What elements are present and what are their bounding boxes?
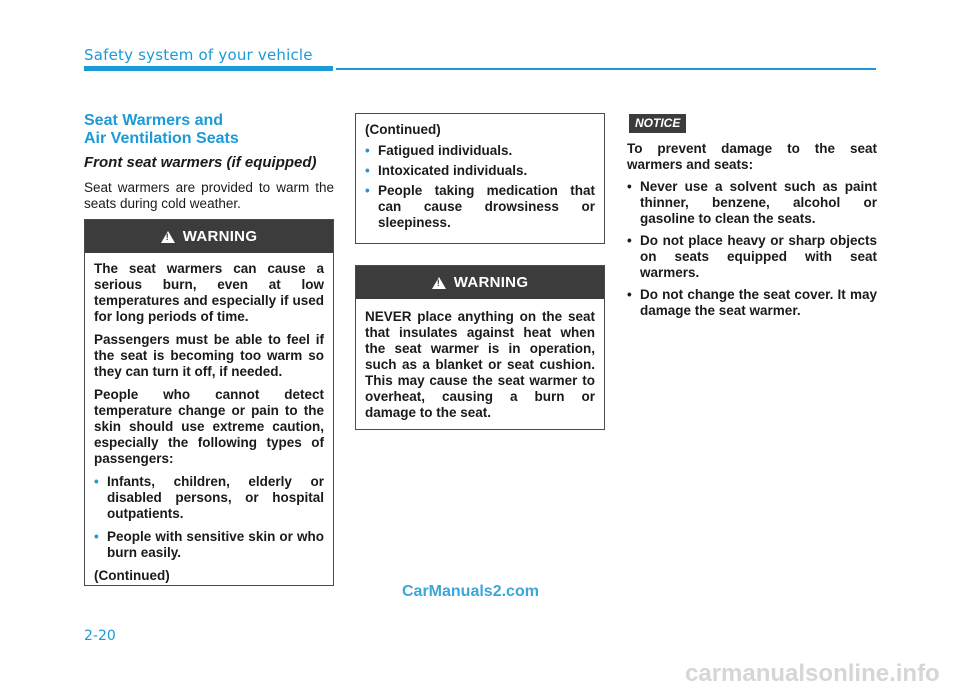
continued-box <box>355 113 605 244</box>
watermark-link[interactable]: CarManuals2.com <box>402 583 539 600</box>
watermark-footer: carmanualsonline.info <box>685 660 940 687</box>
list-item: • People taking medication that can cause drowsiness or sleepiness. <box>365 183 595 231</box>
list-item: • People with sensitive skin or who burn easily. <box>94 529 324 561</box>
warning-paragraph: The seat warmers can cause a serious burn, even at low temperatures and especially if used for long periods of time. <box>94 261 324 324</box>
page-number: 2-20 <box>84 628 116 644</box>
warning-box-seat-warmers <box>84 219 334 586</box>
section-title-line2: Air Ventilation Seats <box>84 130 239 147</box>
notice-content <box>627 141 877 325</box>
section-title <box>84 112 334 148</box>
notice-badge: NOTICE <box>629 114 686 133</box>
warning-triangle-icon <box>432 277 446 289</box>
list-item: • Infants, children, elderly or disabled persons, or hospital outpatients. <box>94 474 324 522</box>
warning-list <box>94 474 324 561</box>
list-item: • Do not place heavy or sharp objects on seats equipped with seat warmers. <box>627 233 877 281</box>
list-item: • Never use a solvent such as paint thinner, benzene, alcohol or gasoline to clean the seats. <box>627 179 877 227</box>
left-column <box>84 112 334 212</box>
continued-heading: (Continued) <box>365 122 441 137</box>
continued-list <box>365 143 595 231</box>
continued-label: (Continued) <box>94 568 170 583</box>
warning-box-insulation <box>355 265 605 430</box>
warning-paragraph: Passengers must be able to feel if the seat is becoming too warm so they can turn it off, if needed. <box>94 332 324 379</box>
header-bar <box>84 66 333 71</box>
header-rule <box>336 68 876 70</box>
warning-label: WARNING <box>453 274 529 291</box>
warning-triangle-icon <box>161 231 175 243</box>
notice-intro: To prevent damage to the seat warmers and seats: <box>627 141 877 172</box>
list-item: • Do not change the seat cover. It may damage the seat warmer. <box>627 287 877 319</box>
header-title: Safety system of your vehicle <box>84 46 313 64</box>
warning-paragraph: People who cannot detect temperature change or pain to the skin should use extreme caution, especially the following types of passengers: <box>94 387 324 466</box>
warning-paragraph: NEVER place anything on the seat that insulates against heat when the seat warmer is in operation, such as a blanket or seat cushion. This may cause the seat warmer to overheat, causing a burn or damage to the seat. <box>365 309 595 420</box>
list-item: • Intoxicated individuals. <box>365 163 595 179</box>
warning-body <box>85 253 333 599</box>
section-intro: Seat warmers are provided to warm the seats during cold weather. <box>84 180 334 211</box>
warning-header <box>85 220 333 253</box>
continued-body <box>356 114 604 246</box>
notice-list <box>627 179 877 319</box>
warning-label: WARNING <box>182 228 258 245</box>
warning-body <box>356 299 604 436</box>
section-subtitle: Front seat warmers (if equipped) <box>84 154 317 171</box>
section-title-line1: Seat Warmers and <box>84 112 224 129</box>
list-item: • Fatigued individuals. <box>365 143 595 159</box>
warning-header <box>356 266 604 299</box>
